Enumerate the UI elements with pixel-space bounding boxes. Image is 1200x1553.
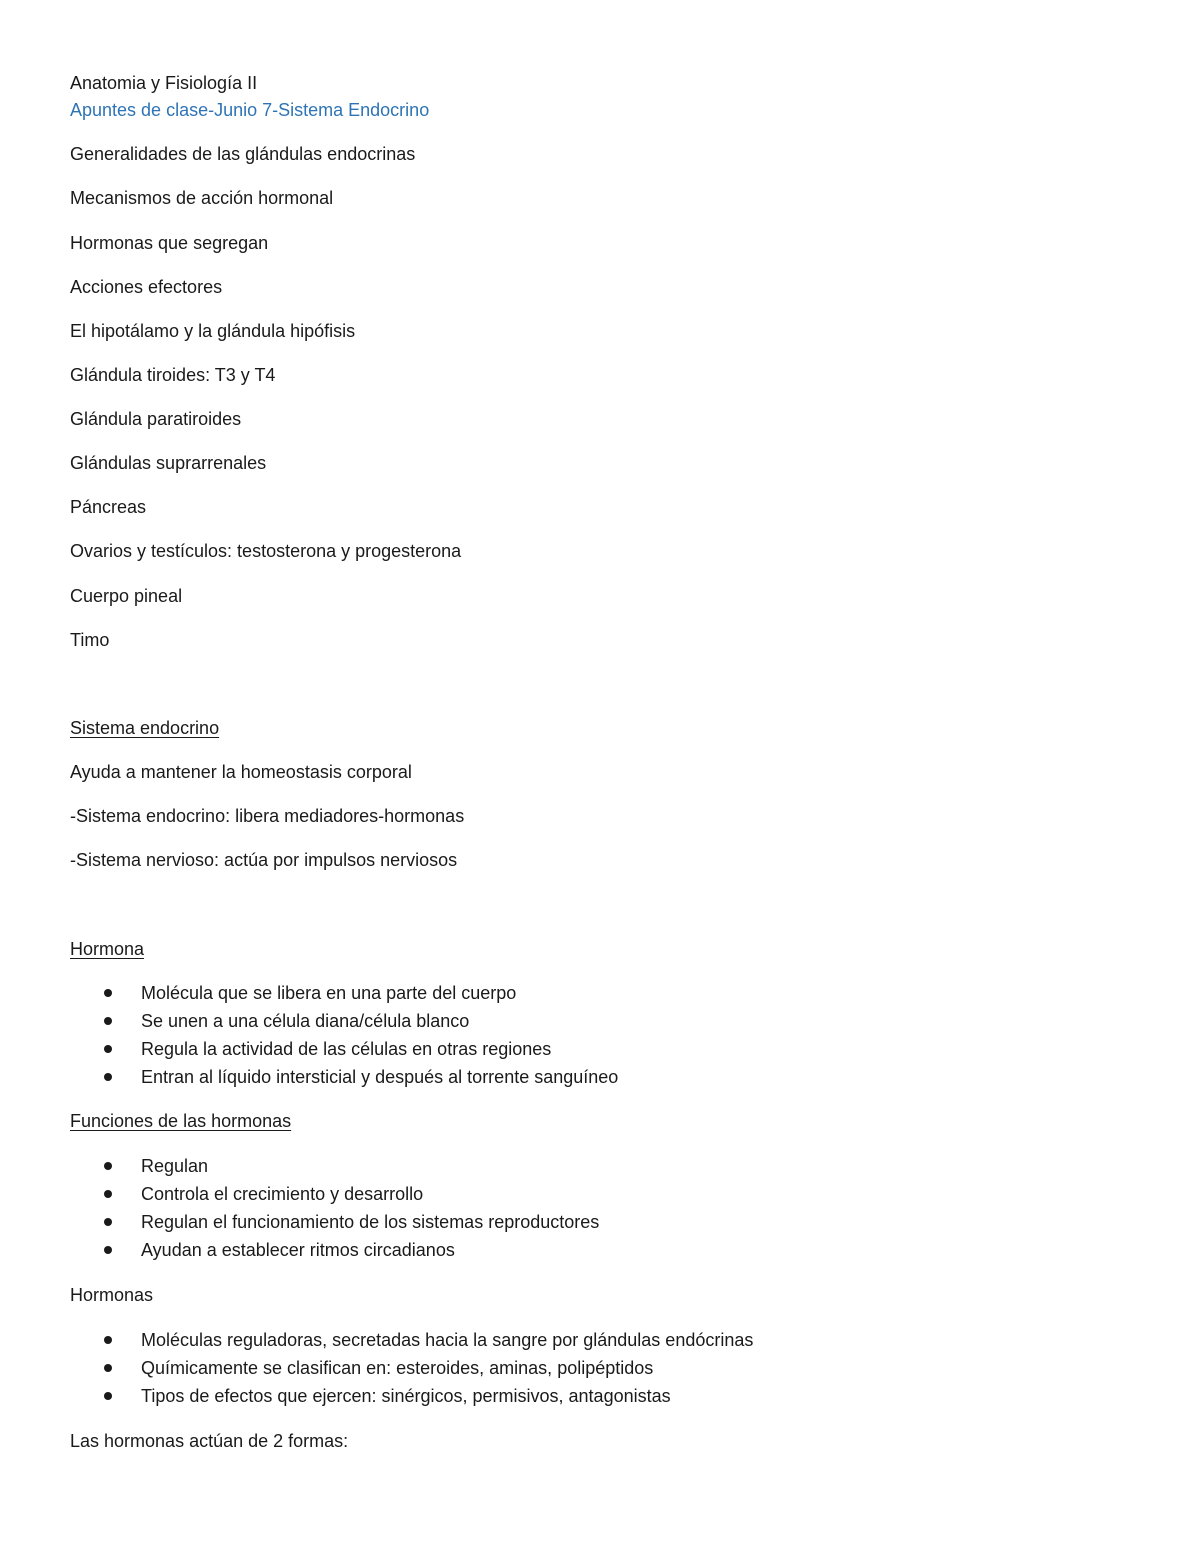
list-item: Molécula que se libera en una parte del cuerpo	[70, 979, 618, 1007]
bullet-icon	[104, 1392, 112, 1400]
document-title: Anatomia y Fisiología II	[70, 73, 258, 93]
topic-item: Hormonas que segregan	[70, 233, 269, 253]
list-item: Entran al líquido intersticial y después al torrente sanguíneo	[70, 1063, 618, 1091]
list-item: Regula la actividad de las células en otras regiones	[70, 1035, 618, 1063]
paragraph-line: Ayuda a mantener la homeostasis corporal	[70, 762, 412, 782]
topic-item: Glándulas suprarrenales	[70, 453, 267, 473]
list-item: Ayudan a establecer ritmos circadianos	[70, 1236, 599, 1264]
topic-item: Timo	[70, 630, 110, 650]
bullet-icon	[104, 1017, 112, 1025]
topic-item: Glándula paratiroides	[70, 409, 242, 429]
topic-item: Cuerpo pineal	[70, 586, 183, 606]
closing-line: Las hormonas actúan de 2 formas:	[70, 1431, 349, 1451]
topic-item: Mecanismos de acción hormonal	[70, 188, 334, 208]
list-item: Regulan	[70, 1152, 599, 1180]
list-item: Tipos de efectos que ejercen: sinérgicos, permisivos, antagonistas	[70, 1382, 753, 1410]
topic-item: Páncreas	[70, 497, 147, 517]
bullet-icon	[104, 1364, 112, 1372]
bullet-icon	[104, 1162, 112, 1170]
list-item: Regulan el funcionamiento de los sistemas reproductores	[70, 1208, 599, 1236]
section-heading-funciones: Funciones de las hormonas	[70, 1111, 292, 1131]
topic-item: Glándula tiroides: T3 y T4	[70, 365, 276, 385]
topic-item: Acciones efectores	[70, 277, 223, 297]
bullet-icon	[104, 1336, 112, 1344]
bullet-icon	[104, 1218, 112, 1226]
topic-item: El hipotálamo y la glándula hipófisis	[70, 321, 356, 341]
list-item: Moléculas reguladoras, secretadas hacia la sangre por glándulas endócrinas	[70, 1326, 753, 1354]
section-heading-hormona: Hormona	[70, 939, 145, 959]
bullet-icon	[104, 989, 112, 997]
paragraph-line: -Sistema endocrino: libera mediadores-hormonas	[70, 806, 465, 826]
hormonas-bullet-list	[70, 1326, 753, 1410]
hormona-bullet-list	[70, 979, 618, 1091]
bullet-icon	[104, 1190, 112, 1198]
bullet-icon	[104, 1073, 112, 1081]
list-item: Se unen a una célula diana/célula blanco	[70, 1007, 618, 1035]
paragraph-line: -Sistema nervioso: actúa por impulsos nerviosos	[70, 850, 458, 870]
section-heading-hormonas: Hormonas	[70, 1285, 154, 1305]
funciones-bullet-list	[70, 1152, 599, 1264]
document-subtitle: Apuntes de clase-Junio 7-Sistema Endocrino	[70, 100, 430, 120]
topic-item: Ovarios y testículos: testosterona y progesterona	[70, 541, 462, 561]
list-item: Controla el crecimiento y desarrollo	[70, 1180, 599, 1208]
list-item: Químicamente se clasifican en: esteroides, aminas, polipéptidos	[70, 1354, 753, 1382]
bullet-icon	[104, 1045, 112, 1053]
topic-item: Generalidades de las glándulas endocrinas	[70, 144, 416, 164]
section-heading-sistema: Sistema endocrino	[70, 718, 220, 738]
bullet-icon	[104, 1246, 112, 1254]
